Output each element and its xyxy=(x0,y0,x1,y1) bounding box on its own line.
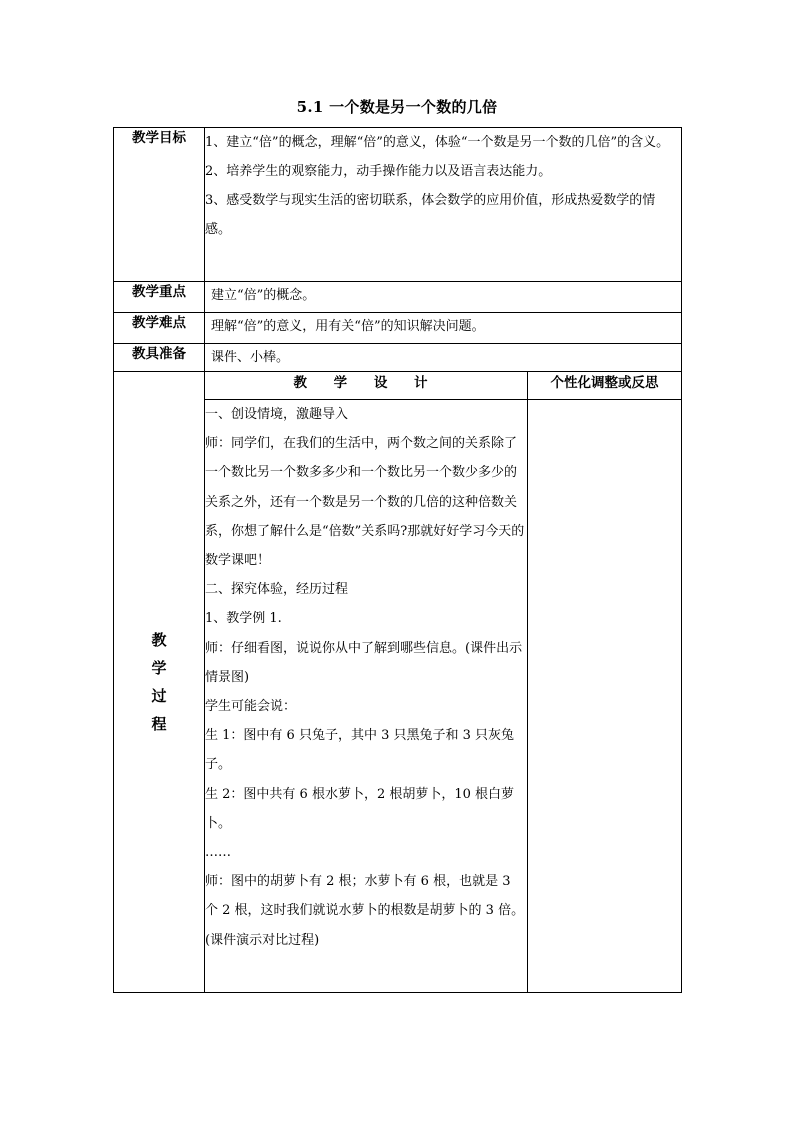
difficulty-text: 理解“倍”的意义，用有关“倍”的知识解决问题。 xyxy=(205,313,682,344)
reflection-header: 个性化调整或反思 xyxy=(528,372,682,400)
process-header-row xyxy=(114,372,682,400)
design-paragraph: 二、探究体验，经历过程 xyxy=(205,582,349,598)
key-point-text: 建立“倍”的概念。 xyxy=(205,282,682,313)
materials-label: 教具准备 xyxy=(114,344,205,372)
objectives-label: 教学目标 xyxy=(114,128,205,282)
difficulty-row xyxy=(114,313,682,344)
process-label-char: 教 xyxy=(151,631,167,649)
lesson-plan-table xyxy=(113,127,682,993)
design-paragraph: …… xyxy=(205,845,231,861)
key-point-label: 教学重点 xyxy=(114,282,205,313)
materials-row xyxy=(114,344,682,372)
process-label-char: 学 xyxy=(151,659,167,677)
design-paragraph: 师：同学们，在我们的生活中，两个数之间的关系除了一个数比另一个数多多少和一个数比另一个数少多少的关系之外，还有一个数是另一个数的几倍的这种倍数关系，你想了解什么是“倍数”关系吗?那就好好学习今天的数学课吧！ xyxy=(205,436,525,569)
design-paragraph: 师：图中的胡萝卜有 2 根；水萝卜有 6 根，也就是 3 个 2 根，这时我们就说水萝卜的根数是胡萝卜的 3 倍。(课件演示对比过程) xyxy=(205,874,525,948)
objective-item: 3、感受数学与现实生活的密切联系，体会数学的应用价值，形成热爱数学的情感。 xyxy=(205,193,656,237)
process-label-char: 程 xyxy=(151,715,167,733)
objectives-row xyxy=(114,128,682,282)
design-paragraph: 一、创设情境，激趣导入 xyxy=(205,407,349,422)
design-header: 教 学 设 计 xyxy=(205,372,528,400)
page-title: 5.1 一个数是另一个数的几倍 xyxy=(296,98,498,116)
process-label-char: 过 xyxy=(151,687,167,705)
design-paragraph: 师：仔细看图，说说你从中了解到哪些信息。(课件出示情景图) xyxy=(205,640,523,685)
key-point-row xyxy=(114,282,682,313)
materials-text: 课件、小棒。 xyxy=(205,344,682,372)
reflection-content xyxy=(528,400,682,993)
process-label xyxy=(114,372,205,993)
design-content xyxy=(205,400,528,993)
design-paragraph: 生 2：图中共有 6 根水萝卜，2 根胡萝卜，10 根白萝卜。 xyxy=(205,786,515,831)
objectives-content xyxy=(205,128,682,282)
design-paragraph: 生 1：图中有 6 只兔子，其中 3 只黑兔子和 3 只灰兔子。 xyxy=(205,728,515,773)
design-paragraph: 学生可能会说： xyxy=(205,699,297,715)
difficulty-label: 教学难点 xyxy=(114,313,205,344)
objective-item: 2、培养学生的观察能力，动手操作能力以及语言表达能力。 xyxy=(205,164,552,179)
design-paragraph: 1、教学例 1. xyxy=(205,611,282,627)
objective-item: 1、建立“倍”的概念，理解“倍”的意义，体验“一个数是另一个数的几倍”的含义。 xyxy=(205,135,670,150)
